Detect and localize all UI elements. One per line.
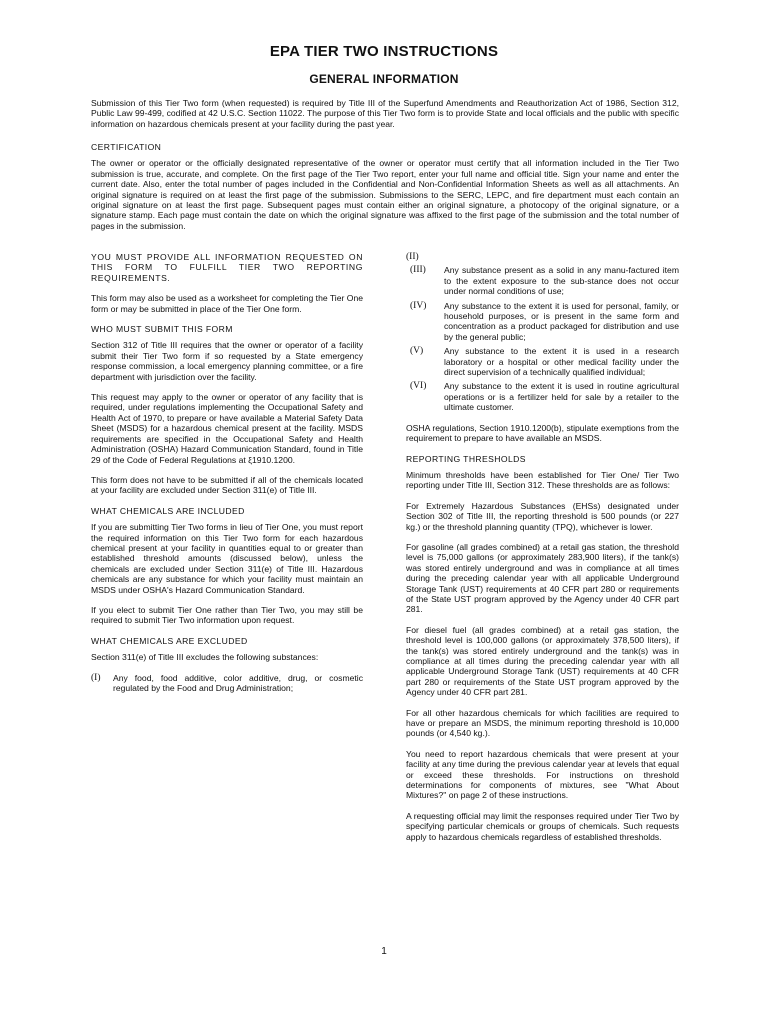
exclusion-numeral: (IV) xyxy=(410,300,427,311)
exclusion-numeral: (III) xyxy=(410,265,426,276)
exclusion-item xyxy=(406,265,679,296)
exclusion-numeral: (I) xyxy=(91,672,101,683)
certification-paragraph: The owner or operator or the officially designated representative of the owner or operator must certify that all information included in the Tier Two submission is true, accurate, and complete. On the first page of the Tier Two report, enter your full name and official title. Sign your name and enter the current date. Also, enter the total number of pages included in the Confidential and Non-Confidential Information Sheets as well as all attachments. An original signature is required on at least the first page of the submission. Submissions to the SERC, LEPC, and fire department must each contain an original signature on at least the first page. Subsequent pages must contain either an original signature, a photocopy of the original signature, or a signature stamp. Each page must contain the date on which the original signature was affixed to the first page of the submission and the total number of pages in the submission. xyxy=(91,158,679,231)
intro-section xyxy=(91,98,679,139)
exclusion-text: Any substance to the extent it is used in routine agricultural operations or is a fertilizer held for sale by a retailer to the ultimate customer. xyxy=(444,381,679,413)
page-subtitle: GENERAL INFORMATION xyxy=(309,72,459,86)
certification-section xyxy=(91,142,679,241)
thresholds-paragraph: You need to report hazardous chemicals that were present at your facility at any time during the previous calendar year at levels that equal or exceed these thresholds. For instructions on threshold determinations for components of mixtures, see "What About Mixtures?" on page 2 of these instructions. xyxy=(406,748,679,801)
thresholds-paragraph: A requesting official may limit the responses required under Tier Two by specifying particular chemicals or groups of chemicals. Such requests apply to hazardous chemicals regardless of established thresholds. xyxy=(406,810,679,842)
thresholds-paragraph: For gasoline (all grades combined) at a retail gas station, the threshold level is 75,000 gallons (or approximately 283,900 liters), if the tank(s) was stored entirely underground and was in compliance at all times during the preceding calendar year with all applicable Underground Storage Tank (UST) requirements at 40 CFR part 280 or requirements of the State UST program approved by the Agency under 40 CFR part 281. xyxy=(406,541,679,615)
left-column xyxy=(91,252,363,697)
excluded-intro: Section 311(e) of Title III excludes the following substances: xyxy=(91,652,319,663)
who-must-submit-heading: WHO MUST SUBMIT THIS FORM xyxy=(91,324,233,335)
thresholds-paragraph: Minimum thresholds have been established for Tier One/ Tier Two reporting under Title III, Section 312. These thresholds are as follows: xyxy=(406,469,679,491)
exclusion-numeral: (VI) xyxy=(410,381,427,392)
page-number: 1 xyxy=(381,946,387,957)
who-must-submit-paragraph: This form does not have to be submitted if all of the chemicals located at your facility are excluded under Section 311(e) of Title III. xyxy=(91,474,363,496)
included-heading: WHAT CHEMICALS ARE INCLUDED xyxy=(91,505,245,516)
exclusion-text: Any substance to the extent it is used for personal, family, or household purposes, or is present in the same form and concentration as a product packaged for distribution and use by the general public; xyxy=(444,300,679,342)
included-paragraph: If you are submitting Tier Two forms in lieu of Tier One, you must report the required information on this Tier Two form for each hazardous chemical present at your facility in quantities equal to or greater than established threshold amounts (discussed below), unless the chemicals are excluded under Section 311(e) of Title III. Hazardous chemicals are any substance for which your facility must maintain an MSDS under OSHA's Hazard Communication Standard. xyxy=(91,522,363,595)
exclusion-numeral: (V) xyxy=(410,346,424,357)
included-paragraph: If you elect to submit Tier One rather than Tier Two, you may still be required to submit Tier Two information upon request. xyxy=(91,604,363,626)
exclusion-text: Any substance to the extent it is used in a research laboratory or a hospital or other medical facility under the direct supervision of a technically qualified individual; xyxy=(444,346,679,378)
excluded-heading: WHAT CHEMICALS ARE EXCLUDED xyxy=(91,635,248,646)
exclusion-item xyxy=(406,301,679,343)
exclusion-item xyxy=(406,346,679,377)
thresholds-paragraph: For all other hazardous chemicals for which facilities are required to have or prepare an MSDS, the minimum reporting threshold is 10,000 pounds (or 4,540 kg.). xyxy=(406,707,679,739)
worksheet-note: This form may also be used as a worksheet for completing the Tier One form or may be submitted in place of the Tier One form. xyxy=(91,293,363,314)
thresholds-heading: REPORTING THRESHOLDS xyxy=(406,453,526,464)
page-title: EPA TIER TWO INSTRUCTIONS xyxy=(269,43,499,60)
osha-note: OSHA regulations, Section 1910.1200(b), stipulate exemptions from the requirement to prepare to have available an MSDS. xyxy=(406,422,679,444)
thresholds-paragraph: For Extremely Hazardous Substances (EHSs) designated under Section 302 of Title III, the reporting threshold is 500 pounds (or 227 kg.) or the threshold planning quantity (TPQ), whichever is lower. xyxy=(406,500,679,532)
exclusion-text: Any substance present as a solid in any manu-factured item to the extent exposure to the sub-stance does not occur under normal conditions of use; xyxy=(444,265,679,297)
right-column xyxy=(406,252,679,852)
exclusion-numeral-continued: (II) xyxy=(406,252,419,262)
provide-all-information-notice: YOU MUST PROVIDE ALL INFORMATION REQUESTED ON THIS FORM TO FULFILL TIER TWO REPORTING REQUIREMENTS. xyxy=(91,252,363,283)
who-must-submit-paragraph: This request may apply to the owner or operator of any facility that is required, under regulations implementing the Occupational Safety and Health Act of 1970, to prepare or have available a Material Safety Data Sheet (MSDS) for a hazardous chemical present at the facility. MSDS requirements are specified in the Occupational Safety and Health Administration (OSHA) Hazard Communication Standard, found in Title 29 of the Code of Federal Regulations at ξ1910.1200. xyxy=(91,392,363,465)
exclusion-item xyxy=(406,381,679,412)
exclusion-text: Any food, food additive, color additive, drug, or cosmetic regulated by the Food and Drug Administration; xyxy=(113,672,363,693)
exclusion-item xyxy=(91,673,363,694)
intro-paragraph: Submission of this Tier Two form (when requested) is required by Title III of the Superfund Amendments and Reauthorization Act of 1986, Section 312, Public Law 99-499, codified at 42 U.S.C. Section 11022. The purpose of this Tier Two form is to provide State and local officials and the public with specific information on hazardous chemicals present at your facility during the past year. xyxy=(91,98,679,129)
thresholds-paragraph: For diesel fuel (all grades combined) at a retail gas station, the threshold level is 100,000 gallons (or approximately 378,500 liters), if the tank(s) was stored entirely underground and the tank(s) was in compliance at all times during the preceding calendar year with all applicable Underground Storage Tank (UST) requirements at 40 CFR part 280 or requirements of the State UST program approved by the Agency under 40 CFR part 281. xyxy=(406,624,679,698)
who-must-submit-paragraph: Section 312 of Title III requires that the owner or operator of a facility submit their Tier Two form if so requested by a State emergency response commission, a local emergency planning committee, or a fire department with jurisdiction over the facility. xyxy=(91,340,363,382)
certification-heading: CERTIFICATION xyxy=(91,142,162,152)
